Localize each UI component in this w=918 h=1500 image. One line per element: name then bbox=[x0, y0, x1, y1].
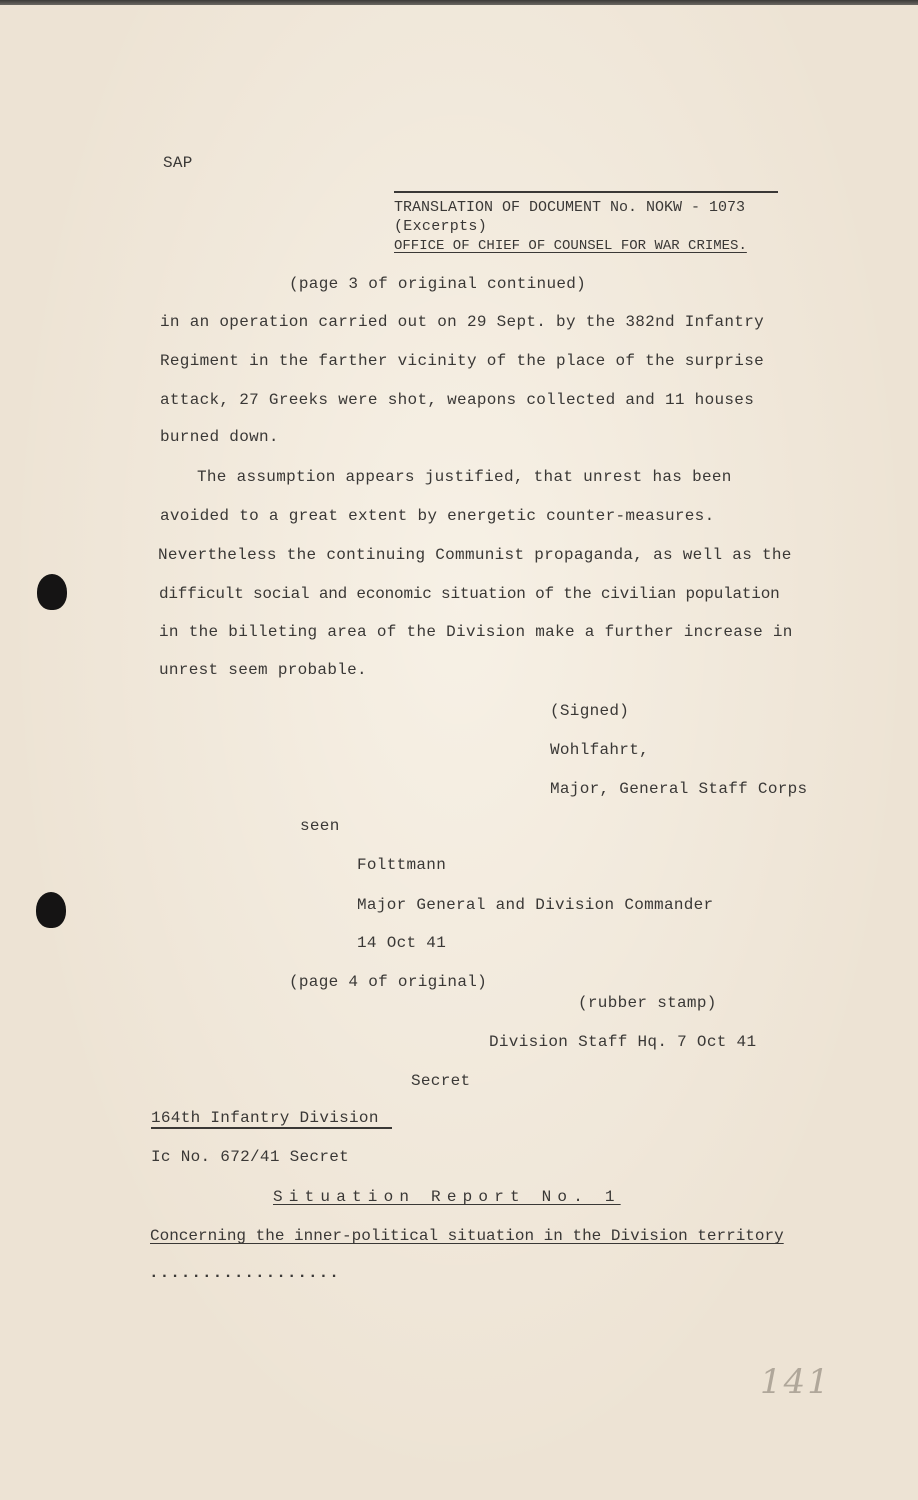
page-top-edge bbox=[0, 0, 918, 5]
concerning-line: Concerning the inner-political situation in the Division territory bbox=[150, 1227, 784, 1245]
seen-date: 14 Oct 41 bbox=[357, 934, 447, 952]
signatory-rank: Major, General Staff Corps bbox=[550, 780, 808, 798]
excerpts-note: (Excerpts) bbox=[394, 218, 488, 235]
page-number: 141 bbox=[760, 1362, 831, 1402]
initials: SAP bbox=[163, 154, 193, 172]
rubber-stamp-text: Division Staff Hq. 7 Oct 41 bbox=[489, 1033, 757, 1051]
punch-hole-upper bbox=[37, 574, 67, 610]
commander-name: Folttmann bbox=[357, 856, 447, 874]
document-title: TRANSLATION OF DOCUMENT No. NOKW - 1073 bbox=[394, 199, 746, 216]
paragraph-2-line: difficult social and economic situation of the civilian population bbox=[159, 585, 780, 603]
division-underline bbox=[151, 1127, 392, 1129]
secret-mark: Secret bbox=[411, 1072, 471, 1090]
header-top-rule bbox=[394, 191, 778, 193]
paragraph-1-line: Regiment in the farther vicinity of the place of the surprise bbox=[160, 352, 764, 370]
paragraph-2-line: The assumption appears justified, that unrest has been bbox=[197, 468, 732, 486]
signed-note: (Signed) bbox=[550, 702, 630, 720]
office-line: OFFICE OF CHIEF OF COUNSEL FOR WAR CRIMES. bbox=[394, 238, 747, 254]
paragraph-2-line: Nevertheless the continuing Communist propaganda, as well as the bbox=[158, 546, 792, 564]
rubber-stamp-label: (rubber stamp) bbox=[578, 994, 717, 1012]
paragraph-2-line: in the billeting area of the Division make a further increase in bbox=[159, 623, 793, 641]
ellipsis-dots: .................. bbox=[149, 1264, 340, 1282]
paragraph-2-line: unrest seem probable. bbox=[159, 661, 367, 679]
division-name: 164th Infantry Division bbox=[151, 1109, 379, 1127]
signatory-name: Wohlfahrt, bbox=[550, 741, 650, 759]
ic-number: Ic No. 672/41 Secret bbox=[151, 1148, 350, 1166]
commander-rank: Major General and Division Commander bbox=[357, 896, 714, 914]
page4-note: (page 4 of original) bbox=[289, 973, 488, 991]
paragraph-1-line: in an operation carried out on 29 Sept. by the 382nd Infantry bbox=[160, 313, 764, 331]
report-title: Situation Report No. 1 bbox=[273, 1188, 621, 1206]
paragraph-1-line: attack, 27 Greeks were shot, weapons collected and 11 houses bbox=[160, 391, 755, 409]
seen-label: seen bbox=[300, 817, 340, 835]
page3-note: (page 3 of original continued) bbox=[289, 275, 587, 293]
paragraph-1-line: burned down. bbox=[160, 428, 279, 446]
punch-hole-lower bbox=[36, 892, 66, 928]
paragraph-2-line: avoided to a great extent by energetic counter-measures. bbox=[160, 507, 715, 525]
